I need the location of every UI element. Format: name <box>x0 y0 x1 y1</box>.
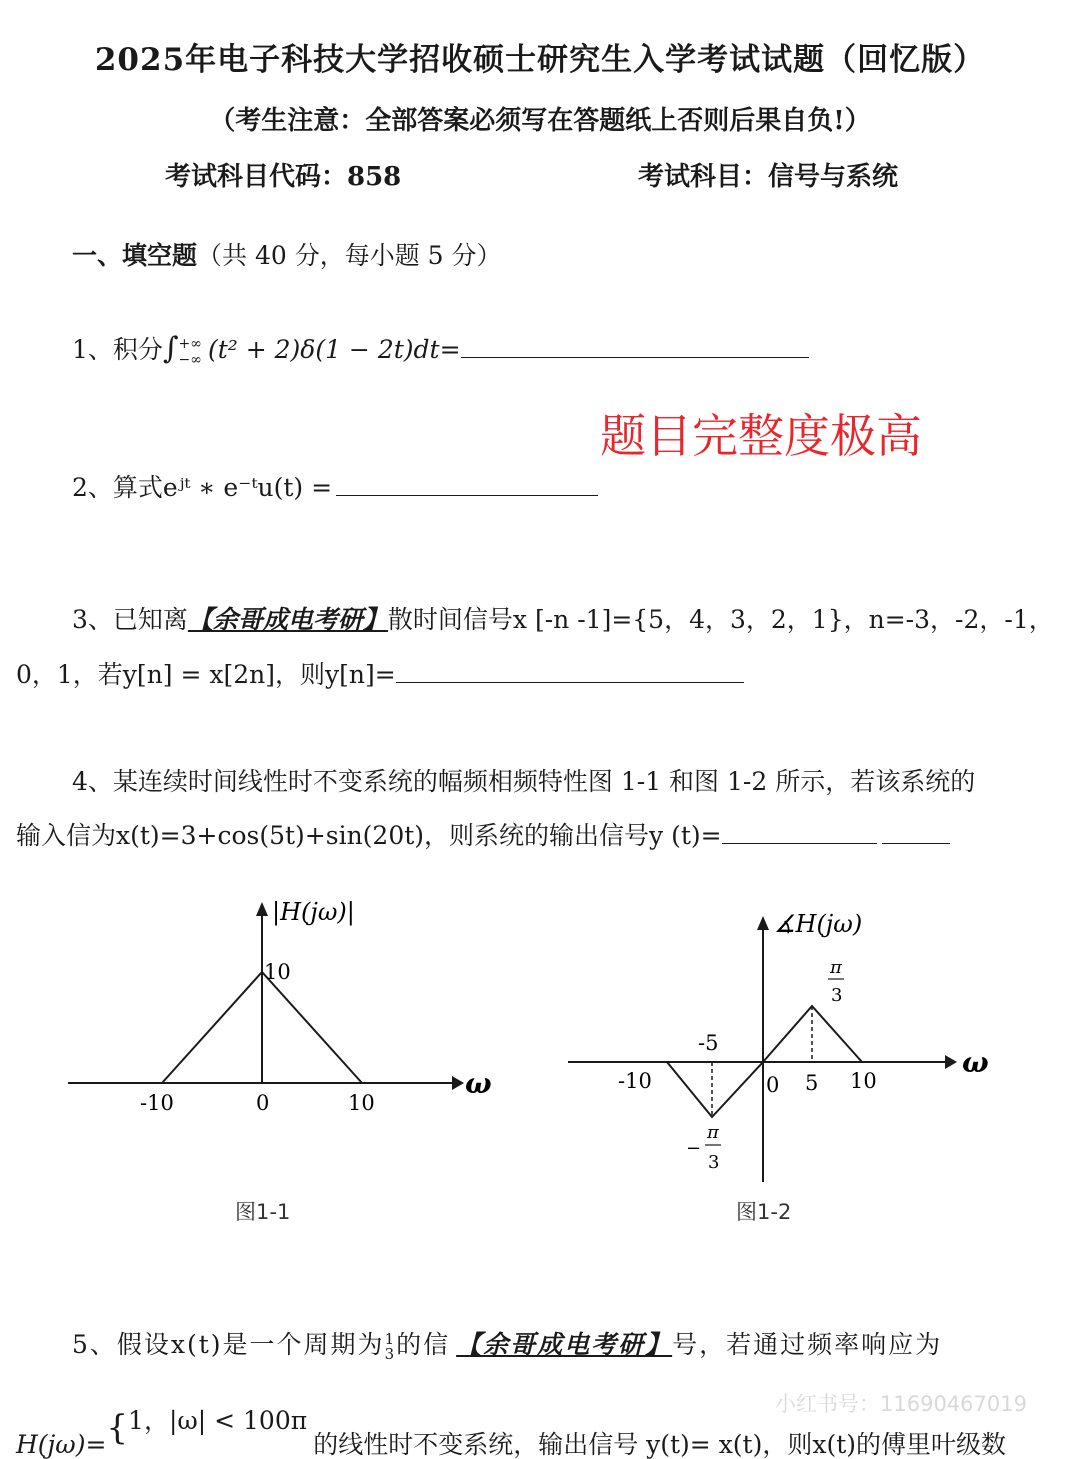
subject-code: 考试科目代码：858 <box>165 162 402 192</box>
y-axis-arrow <box>256 902 268 916</box>
fig2-tick-10: 10 <box>850 1069 877 1093</box>
fig1-ylabel: |H(jω)| <box>272 898 355 926</box>
exam-title: 2025年电子科技大学招收硕士研究生入学考试试题（回忆版） <box>94 42 986 78</box>
fig2-tick-neg5: -5 <box>698 1031 719 1055</box>
fig2-pos-label-num: π <box>830 957 842 978</box>
question-4-line-1: 4、某连续时间线性时不变系统的幅频相频特性图 1-1 和图 1-2 所示，若该系统的 <box>72 767 976 796</box>
q3-text-2: 0，1，若y[n] = x[2n]，则y[n]= <box>16 660 396 689</box>
x-axis-arrow <box>452 1076 464 1090</box>
q3-prefix: 3、已知离 <box>72 605 188 634</box>
section-label: 一、填空题 <box>72 241 198 270</box>
q5-text-3: 号，若通过频率响应为 <box>672 1330 943 1359</box>
q2-answer-blank <box>336 473 598 496</box>
q3-text: 散时间信号x [-n -1]={5，4，3，2，1}，n=-3，-2，-1， <box>387 605 1054 634</box>
fig1-xlabel: ω <box>465 1067 492 1100</box>
fig2-neg-label-num: π <box>707 1122 719 1143</box>
question-4-line-2 <box>16 816 950 852</box>
figure-1-1-caption: 图1-1 <box>235 1200 291 1224</box>
fig1-peak-label: 10 <box>264 960 291 984</box>
q5-text-4: 的线性时不变系统，输出信号 y(t)= x(t)，则x(t)的傅里叶级数 <box>313 1430 1007 1459</box>
x-axis-arrow <box>945 1055 957 1069</box>
fig2-tick-neg10: -10 <box>618 1069 652 1093</box>
fig2-tick-0: 0 <box>766 1073 780 1097</box>
question-3-line-1 <box>72 600 1054 636</box>
question-3-line-2 <box>16 655 744 691</box>
q2-prefix: 2、算式 <box>72 473 163 502</box>
q1-prefix: 1、积分 <box>72 335 163 364</box>
q5-frac-num: 1 <box>384 1329 397 1348</box>
figure-1-2-phase <box>560 900 1010 1190</box>
section-heading <box>72 236 502 272</box>
fig2-xlabel: ω <box>962 1046 989 1079</box>
q4-text: 输入信为x(t)=3+cos(5t)+sin(20t)，则系统的输出信号y (t)= <box>16 821 722 850</box>
q5-case: 1，|ω| < 100π <box>128 1406 308 1435</box>
platform-watermark: 小红书号：11690467019 <box>775 1392 1027 1416</box>
q1-answer-blank <box>461 335 809 358</box>
fig2-pos-label-den: 3 <box>831 985 843 1006</box>
fig2-neg-sign: − <box>686 1138 702 1159</box>
y-axis-arrow <box>757 916 769 930</box>
q5-brace: { <box>106 1408 129 1448</box>
fig1-tick-0: 0 <box>256 1091 270 1115</box>
question-2 <box>72 468 598 504</box>
question-5-line-1 <box>72 1325 942 1362</box>
fig2-tick-5: 5 <box>805 1071 819 1095</box>
q2-expression: eʲᵗ ∗ e⁻ᵗu(t) = <box>162 473 333 502</box>
q5-h-label: H(jω)= <box>16 1430 107 1459</box>
q5-text-1: 5、假设x(t)是一个周期为 <box>72 1330 385 1359</box>
q5-text-2: 的信 <box>396 1330 451 1359</box>
subject-name: 考试科目：信号与系统 <box>638 162 899 192</box>
figure-1-1-magnitude <box>60 890 510 1210</box>
q5-frac-den: 3 <box>384 1344 397 1363</box>
exam-notice: （考生注意：全部答案必须写在答题纸上否则后果自负!） <box>209 106 871 136</box>
figure-1-2-caption: 图1-2 <box>736 1200 792 1224</box>
q4-answer-blank-1 <box>722 821 877 844</box>
question-1 <box>72 330 809 368</box>
highlight-annotation: 题目完整度极高 <box>600 409 922 463</box>
section-note: （共 40 分，每小题 5 分） <box>197 241 502 270</box>
brand-watermark-2: 【余哥成电考研】 <box>456 1330 673 1359</box>
q5-fraction <box>384 1329 397 1363</box>
integral-sign: ∫ <box>162 331 179 366</box>
fig1-tick-10: 10 <box>348 1091 375 1115</box>
q1-expression: (t² + 2)δ(1 − 2t)dt= <box>207 335 461 364</box>
brand-watermark: 【余哥成电考研】 <box>187 605 388 634</box>
q3-answer-blank <box>396 660 744 683</box>
integral-limits: +∞ −∞ <box>178 335 202 368</box>
fig2-ylabel: ∡H(jω) <box>774 910 863 938</box>
q4-answer-blank-2 <box>882 821 950 844</box>
fig1-tick-neg10: -10 <box>140 1091 174 1115</box>
fig2-neg-label-den: 3 <box>708 1152 720 1173</box>
